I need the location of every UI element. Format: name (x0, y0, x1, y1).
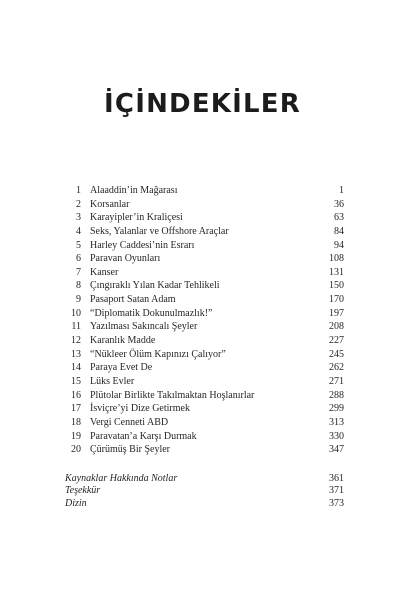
chapter-title: “Nükleer Ölüm Kapınızı Çalıyor” (90, 348, 226, 360)
chapter-page: 1 (339, 185, 344, 196)
toc-entry (65, 389, 344, 403)
chapter-number: 7 (76, 266, 81, 278)
chapter-number: 12 (71, 335, 81, 347)
chapter-number: 10 (71, 307, 81, 319)
chapter-number: 6 (76, 253, 81, 265)
chapter-page: 150 (329, 280, 344, 292)
chapter-title: Yazılması Sakıncalı Şeyler (90, 321, 198, 333)
back-matter-page: 371 (329, 485, 344, 497)
chapter-title: Kanser (90, 266, 119, 278)
toc-entry (65, 320, 344, 334)
chapter-page: 299 (329, 403, 344, 415)
chapter-page: 131 (329, 266, 344, 278)
toc-entry (65, 443, 344, 457)
chapter-page: 94 (334, 239, 344, 251)
chapter-title: Çıngıraklı Yılan Kadar Tehlikeli (90, 280, 220, 292)
toc-entry (65, 184, 344, 198)
chapter-page: 63 (334, 212, 344, 224)
toc-entry (65, 198, 344, 212)
chapter-title: Alaaddin’in Mağarası (90, 185, 178, 196)
chapter-page: 347 (329, 444, 344, 456)
chapter-page: 170 (329, 294, 344, 306)
table-of-contents (65, 184, 344, 457)
chapter-number: 15 (71, 375, 81, 387)
toc-entry (65, 402, 344, 416)
chapter-title: Paravan Oyunları (90, 253, 161, 265)
back-matter-title: Teşekkür (65, 485, 101, 497)
chapter-number: 20 (71, 444, 81, 456)
chapter-page: 197 (329, 307, 344, 319)
chapter-number: 14 (71, 362, 81, 374)
chapter-title: “Diplomatik Dokunulmazlık!” (90, 307, 213, 319)
toc-entry (65, 211, 344, 225)
chapter-number: 9 (76, 294, 81, 306)
chapter-page: 208 (329, 321, 344, 333)
toc-entry (65, 225, 344, 239)
toc-entry (65, 334, 344, 348)
chapter-number: 19 (71, 430, 81, 442)
chapter-page: 262 (329, 362, 344, 374)
back-matter-title: Kaynaklar Hakkında Notlar (65, 473, 178, 484)
chapter-title: Vergi Cenneti ABD (90, 416, 169, 428)
toc-entry (65, 293, 344, 307)
page-title: İÇİNDEKİLER (104, 89, 301, 119)
chapter-number: 3 (76, 212, 81, 224)
chapter-page: 313 (329, 416, 344, 428)
back-matter-page: 373 (329, 497, 344, 509)
chapter-number: 2 (76, 198, 81, 210)
chapter-title: İsviçre’yi Dize Getirmek (90, 403, 190, 415)
back-matter-list (65, 473, 344, 510)
chapter-number: 1 (76, 185, 81, 196)
toc-entry (65, 252, 344, 266)
chapter-number: 5 (76, 239, 81, 251)
toc-entry (65, 279, 344, 293)
chapter-title: Korsanlar (90, 198, 130, 210)
chapter-number: 18 (71, 416, 81, 428)
chapter-title: Seks, Yalanlar ve Offshore Araçlar (90, 225, 229, 237)
toc-entry (65, 239, 344, 253)
chapter-number: 4 (76, 225, 81, 237)
back-matter-title: Dizin (65, 497, 87, 509)
chapter-page: 227 (329, 335, 344, 347)
back-matter-entry (65, 498, 344, 510)
chapter-title: Pasaport Satan Adam (90, 294, 176, 306)
back-matter-entry (65, 473, 344, 485)
chapter-page: 330 (329, 430, 344, 442)
chapter-title: Lüks Evler (90, 375, 135, 387)
chapter-number: 11 (71, 321, 81, 333)
chapter-number: 16 (71, 389, 81, 401)
chapter-page: 108 (329, 253, 344, 265)
chapter-title: Plütolar Birlikte Takılmaktan Hoşlanırlar (90, 389, 255, 401)
chapter-title: Paravatan’a Karşı Durmak (90, 430, 197, 442)
toc-entry (65, 266, 344, 280)
back-matter-entry (65, 485, 344, 497)
toc-entry (65, 430, 344, 444)
chapter-title: Karanlık Madde (90, 335, 156, 347)
toc-entry (65, 307, 344, 321)
chapter-page: 84 (334, 225, 344, 237)
chapter-title: Çürümüş Bir Şeyler (90, 444, 170, 456)
toc-entry (65, 361, 344, 375)
chapter-number: 8 (76, 280, 81, 292)
toc-entry (65, 375, 344, 389)
toc-entry (65, 348, 344, 362)
back-matter-page: 361 (329, 473, 344, 484)
chapter-title: Karayipler’in Kraliçesi (90, 212, 183, 224)
chapter-page: 271 (329, 375, 344, 387)
chapter-page: 245 (329, 348, 344, 360)
chapter-page: 288 (329, 389, 344, 401)
toc-entry (65, 416, 344, 430)
chapter-page: 36 (334, 198, 344, 210)
chapter-number: 17 (71, 403, 81, 415)
chapter-title: Harley Caddesi’nin Esrarı (90, 239, 195, 251)
chapter-title: Paraya Evet De (90, 362, 153, 374)
chapter-number: 13 (71, 348, 81, 360)
